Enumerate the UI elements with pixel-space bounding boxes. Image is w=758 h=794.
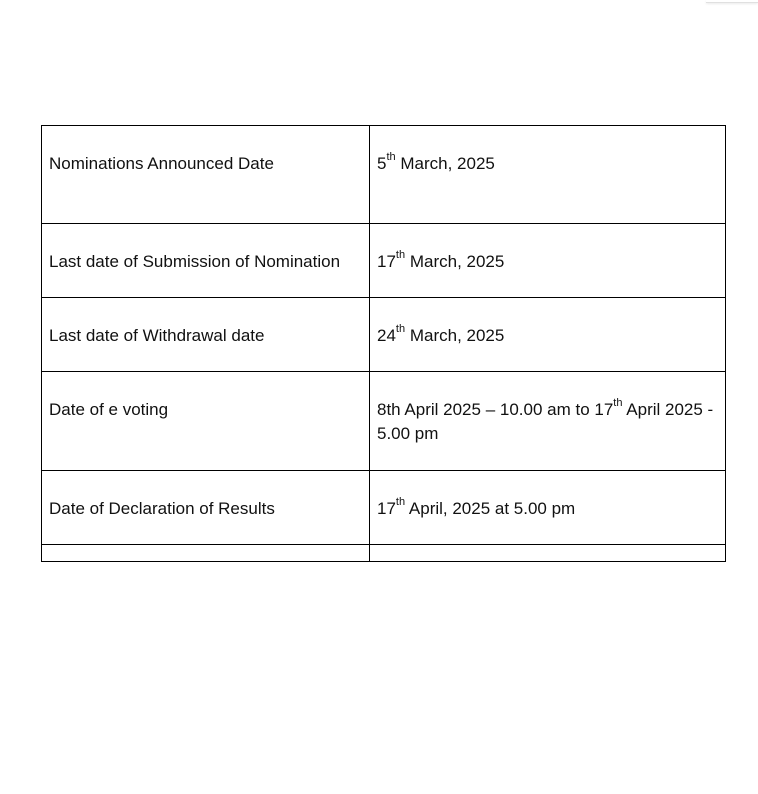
date-suffix: th	[395, 249, 406, 262]
date-day: 5	[377, 154, 387, 173]
event-cell	[42, 126, 370, 224]
event-label: Last date of Withdrawal date	[49, 326, 265, 345]
date-suffix: th	[386, 151, 396, 164]
date-prefix: 8th April 2025 – 10.00 am to 17	[377, 400, 614, 419]
date-cell	[370, 372, 726, 471]
date-day: 24	[377, 326, 396, 345]
date-rest: March, 2025	[405, 252, 505, 271]
date-rest: April 2025 - 5.00 pm	[377, 400, 714, 443]
date-cell	[370, 471, 726, 545]
table-row	[42, 298, 726, 372]
date-cell	[370, 298, 726, 372]
election-schedule-table	[41, 125, 726, 562]
date-suffix: th	[395, 496, 406, 509]
date-rest: March, 2025	[405, 326, 505, 345]
date-day: 17	[377, 499, 396, 518]
event-cell	[42, 224, 370, 298]
date-suffix: th	[395, 323, 406, 336]
table-row	[42, 224, 726, 298]
table-row	[42, 372, 726, 471]
page-corner-shadow	[706, 0, 758, 3]
date-suffix: th	[613, 397, 623, 410]
empty-row	[42, 545, 726, 562]
table-row	[42, 471, 726, 545]
event-cell	[42, 298, 370, 372]
event-label: Date of e voting	[49, 400, 169, 419]
event-cell	[42, 471, 370, 545]
table-row	[42, 126, 726, 224]
empty-cell	[370, 545, 726, 562]
date-rest: March, 2025	[395, 154, 495, 173]
event-label: Date of Declaration of Results	[49, 499, 275, 518]
date-cell	[370, 126, 726, 224]
empty-cell	[42, 545, 370, 562]
event-label: Nominations Announced Date	[49, 154, 274, 173]
date-day: 17	[377, 252, 396, 271]
date-rest: April, 2025 at 5.00 pm	[405, 499, 576, 518]
date-cell	[370, 224, 726, 298]
event-cell	[42, 372, 370, 471]
event-label: Last date of Submission of Nomination	[49, 252, 341, 271]
